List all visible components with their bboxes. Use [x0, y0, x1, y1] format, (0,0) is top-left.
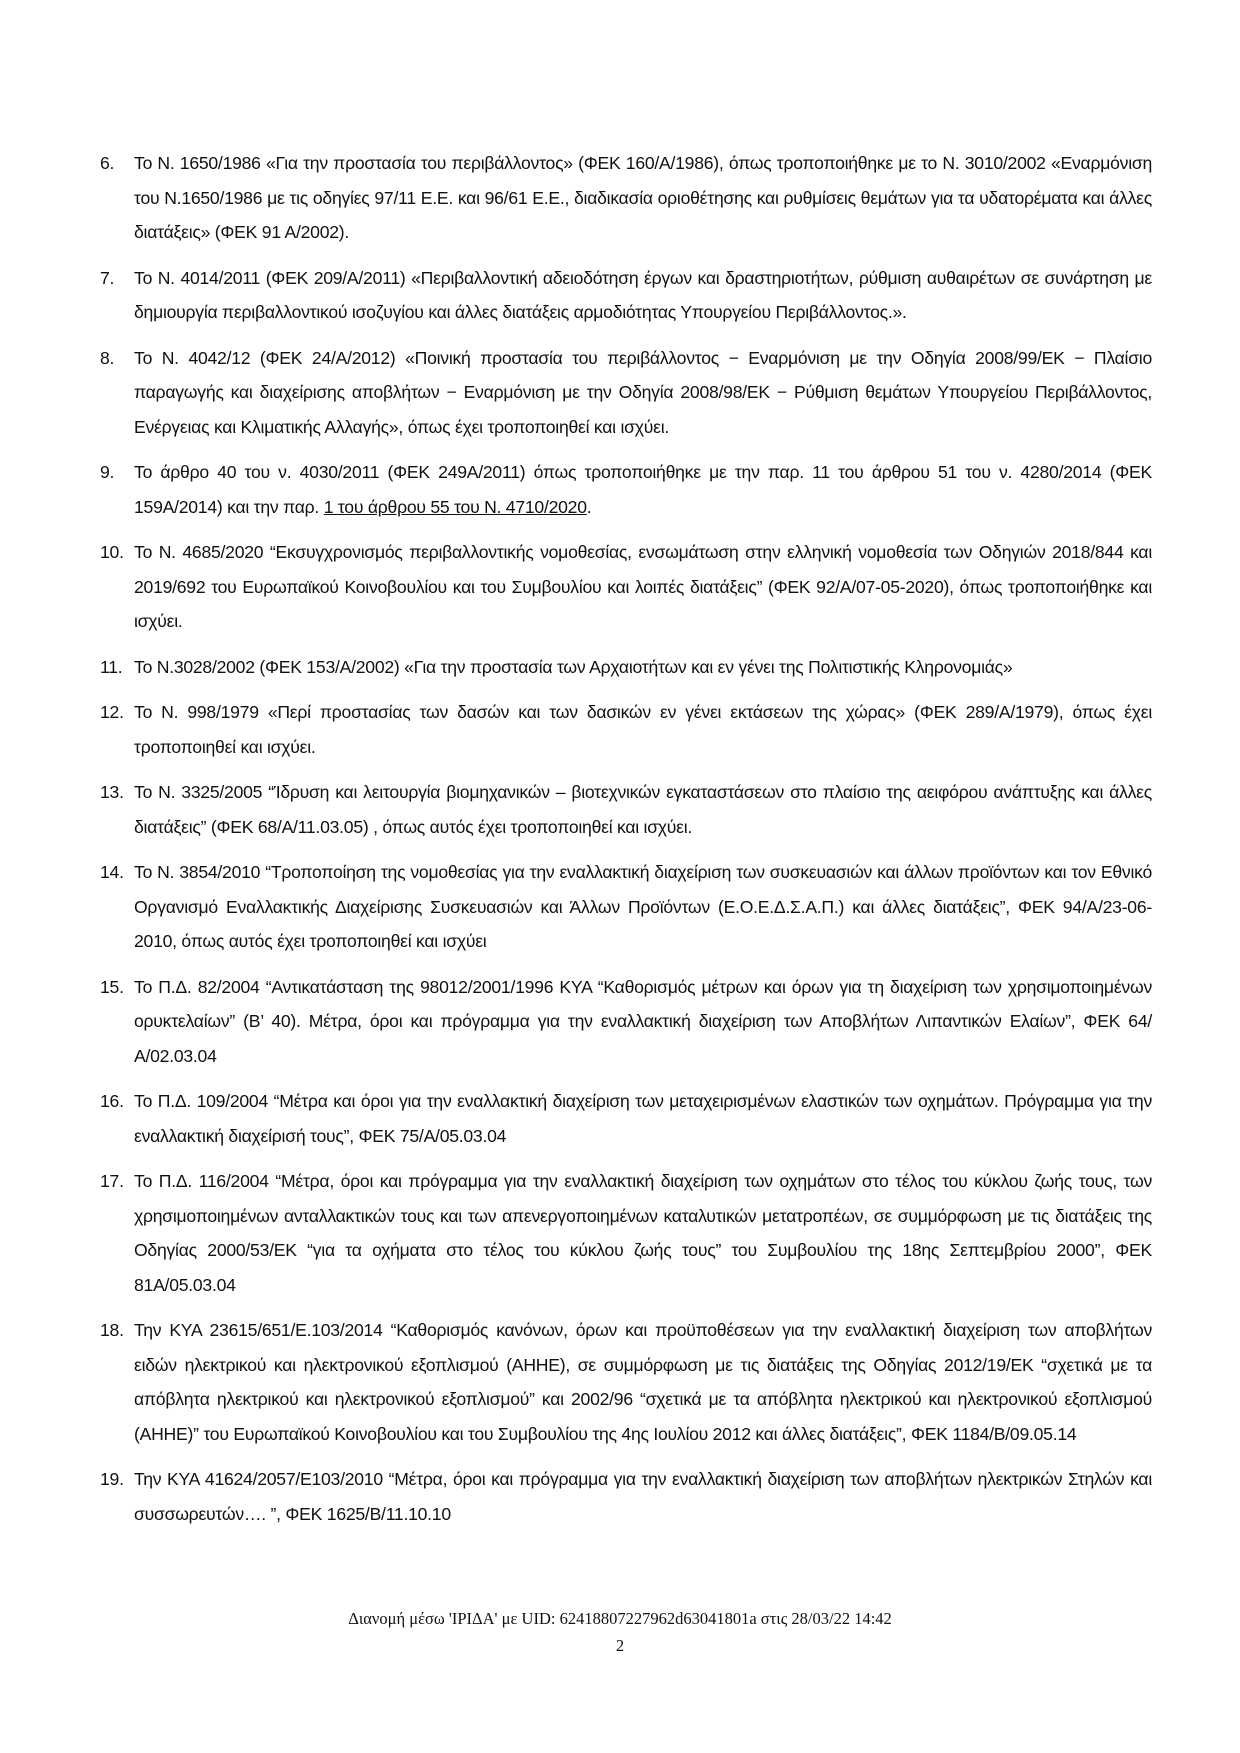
list-item — [100, 341, 1152, 445]
item-number: 13. — [100, 782, 124, 802]
item-number: 14. — [100, 862, 124, 882]
item-number: 7. — [100, 267, 115, 288]
list-item — [100, 855, 1152, 959]
list-item — [100, 695, 1152, 764]
list-item — [100, 1462, 1152, 1531]
underlined-reference: 1 του άρθρου 55 του Ν. 4710/2020 — [323, 496, 587, 517]
item-number: 18. — [100, 1320, 124, 1340]
list-item — [100, 535, 1152, 639]
item-number: 19. — [100, 1469, 124, 1489]
list-item — [100, 775, 1152, 844]
distribution-footer: Διανομή μέσω 'ΙΡΙΔΑ' με UID: 62418807227962d63041801a στις 28/03/22 14:42 — [348, 1609, 892, 1628]
item-text: Το Π.Δ. 82/2004 “Αντικατάσταση της 98012/2001/1996 ΚΥΑ “Καθορισμός μέτρων και όρων για τη διαχείριση των χρησιμοποιημένων ορυκτελαίων” (Β’ 40). Μέτρα, όροι και πρόγραμμα για την εναλλακτική διαχείριση των Αποβλήτων Λιπαντικών Ελαίων”, ΦΕΚ 64/Α/02.03.04 — [134, 976, 1152, 1066]
list-item — [100, 650, 1152, 685]
item-number: 9. — [100, 462, 115, 482]
list-item — [100, 455, 1152, 524]
item-text-tail: . — [586, 496, 592, 517]
item-text: Την ΚΥΑ 41624/2057/Ε103/2010 “Μέτρα, όροι και πρόγραμμα για την εναλλακτική διαχείριση των αποβλήτων ηλεκτρικών Στηλών και συσσωρευτών…. ”, ΦΕΚ 1625/Β/11.10.10 — [134, 1469, 1152, 1524]
item-text: Το Ν.3028/2002 (ΦΕΚ 153/Α/2002) «Για την προστασία των Αρχαιοτήτων και εν γένει της Πολιτιστικής Κληρονομιάς» — [134, 656, 1013, 677]
list-item — [100, 1084, 1152, 1153]
item-text: Το Ν. 3854/2010 “Τροποποίηση της νομοθεσίας για την εναλλακτική διαχείριση των συσκευασιών και άλλων προϊόντων και τον Εθνικό Οργανισμό Εναλλακτικής Διαχείρισης Συσκευασιών και Άλλων Προϊόντων (Ε.Ο.Ε.Δ.Σ.Α.Π.) και άλλες διατάξεις”, ΦΕΚ 94/Α/23-06-2010, όπως αυτός έχει τροποποιηθεί και ισχύει — [134, 862, 1152, 951]
item-number: 16. — [100, 1091, 124, 1111]
item-text: Το Ν. 4042/12 (ΦΕΚ 24/Α/2012) «Ποινική προστασία του περιβάλλοντος − Εναρμόνιση με την Οδηγία 2008/99/ΕΚ − Πλαίσιο παραγωγής και διαχείρισης αποβλήτων − Εναρμόνιση με την Οδηγία 2008/98/ΕΚ − Ρύθμιση θεμάτων Υπουργείου Περιβάλλοντος, Ενέργειας και Κλιματικής Αλλαγής», όπως έχει τροποποιηθεί και ισχύει. — [134, 347, 1152, 437]
item-text: Το Ν. 998/1979 «Περί προστασίας των δασών και των δασικών εν γένει εκτάσεων της χώρας» (ΦΕΚ 289/Α/1979), όπως έχει τροποποιηθεί και ισχύει. — [134, 702, 1152, 757]
list-item — [100, 1313, 1152, 1451]
item-text: Το Ν. 4014/2011 (ΦΕΚ 209/Α/2011) «Περιβαλλοντική αδειοδότηση έργων και δραστηριοτήτων, ρύθμιση αυθαιρέτων σε συνάρτηση με δημιουργία περιβαλλοντικού ισοζυγίου και άλλες διατάξεις αρμοδιότητας Υπουργείου Περιβάλλοντος.». — [134, 267, 1152, 322]
legislation-list — [100, 146, 1152, 1542]
item-number: 8. — [100, 347, 115, 368]
item-text-wrapper — [134, 455, 1152, 524]
item-text: Το Ν. 3325/2005 “Ίδρυση και λειτουργία βιομηχανικών – βιοτεχνικών εγκαταστάσεων στο πλαίσιο της αειφόρου ανάπτυξης και άλλες διατάξεις” (ΦΕΚ 68/Α/11.03.05) , όπως αυτός έχει τροποποιηθεί και ισχύει. — [134, 782, 1152, 837]
list-item — [100, 1164, 1152, 1302]
item-number: 12. — [100, 702, 124, 722]
item-number: 17. — [100, 1171, 124, 1191]
list-item — [100, 146, 1152, 250]
item-number: 11. — [100, 656, 123, 677]
item-text: Το Π.Δ. 109/2004 “Μέτρα και όροι για την εναλλακτική διαχείριση των μεταχειρισμένων ελαστικών των οχημάτων. Πρόγραμμα για την εναλλακτική διαχείρισή τους”, ΦΕΚ 75/Α/05.03.04 — [134, 1091, 1152, 1146]
list-item — [100, 261, 1152, 330]
item-text: Το Π.Δ. 116/2004 “Μέτρα, όροι και πρόγραμμα για την εναλλακτική διαχείριση των οχημάτων στο τέλος του κύκλου ζωής τους, των χρησιμοποιημένων ανταλλακτικών τους και των απενεργοποιημένων καταλυτικών μετατροπέων, σε συμμόρφωση με τις διατάξεις της Οδηγίας 2000/53/ΕΚ “για τα οχήματα στο τέλος του κύκλου ζωής τους” του Συμβουλίου της 18ης Σεπτεμβρίου 2000”, ΦΕΚ 81Α/05.03.04 — [134, 1171, 1152, 1295]
item-number: 15. — [100, 976, 124, 997]
item-text: Την ΚΥΑ 23615/651/Ε.103/2014 “Καθορισμός κανόνων, όρων και προϋποθέσεων για την εναλλακτική διαχείριση των αποβλήτων ειδών ηλεκτρικού και ηλεκτρονικού εξοπλισμού (ΑΗΗΕ), σε συμμόρφωση με τις διατάξεις της Οδηγίας 2012/19/ΕΚ “σχετικά με τα απόβλητα ηλεκτρικού και ηλεκτρονικού εξοπλισμού” και 2002/96 “σχετικά με τα απόβλητα ηλεκτρικού και ηλεκτρονικού εξοπλισμού (ΑΗΗΕ)” του Ευρωπαϊκού Κοινοβουλίου και του Συμβουλίου της 4ης Ιουλίου 2012 και άλλες διατάξεις”, ΦΕΚ 1184/Β/09.05.14 — [134, 1320, 1152, 1444]
item-text: Το Ν. 4685/2020 “Εκσυγχρονισμός περιβαλλοντικής νομοθεσίας, ενσωμάτωση στην ελληνική νομοθεσία των Οδηγιών 2018/844 και 2019/692 του Ευρωπαϊκού Κοινοβουλίου και του Συμβουλίου και λοιπές διατάξεις” (ΦΕΚ 92/Α/07-05-2020), όπως τροποποιήθηκε και ισχύει. — [134, 542, 1152, 631]
page-number: 2 — [615, 1636, 625, 1655]
item-number: 10. — [100, 542, 124, 562]
item-number: 6. — [100, 153, 115, 173]
item-text: Το Ν. 1650/1986 «Για την προστασία του περιβάλλοντος» (ΦΕΚ 160/Α/1986), όπως τροποποιήθηκε με το Ν. 3010/2002 «Εναρμόνιση του Ν.1650/1986 με τις οδηγίες 97/11 Ε.Ε. και 96/61 Ε.Ε., διαδικασία οριοθέτησης και ρυθμίσεις θεμάτων για τα υδατορέματα και άλλες διατάξεις» (ΦΕΚ 91 Α/2002). — [134, 153, 1152, 242]
item-text: Το άρθρο 40 του ν. 4030/2011 (ΦΕΚ 249Α/2011) όπως τροποποιήθηκε με την παρ. 11 του άρθρου 51 του ν. 4280/2014 (ΦΕΚ 159Α/2014) και την παρ. — [134, 462, 1152, 517]
list-item — [100, 970, 1152, 1074]
